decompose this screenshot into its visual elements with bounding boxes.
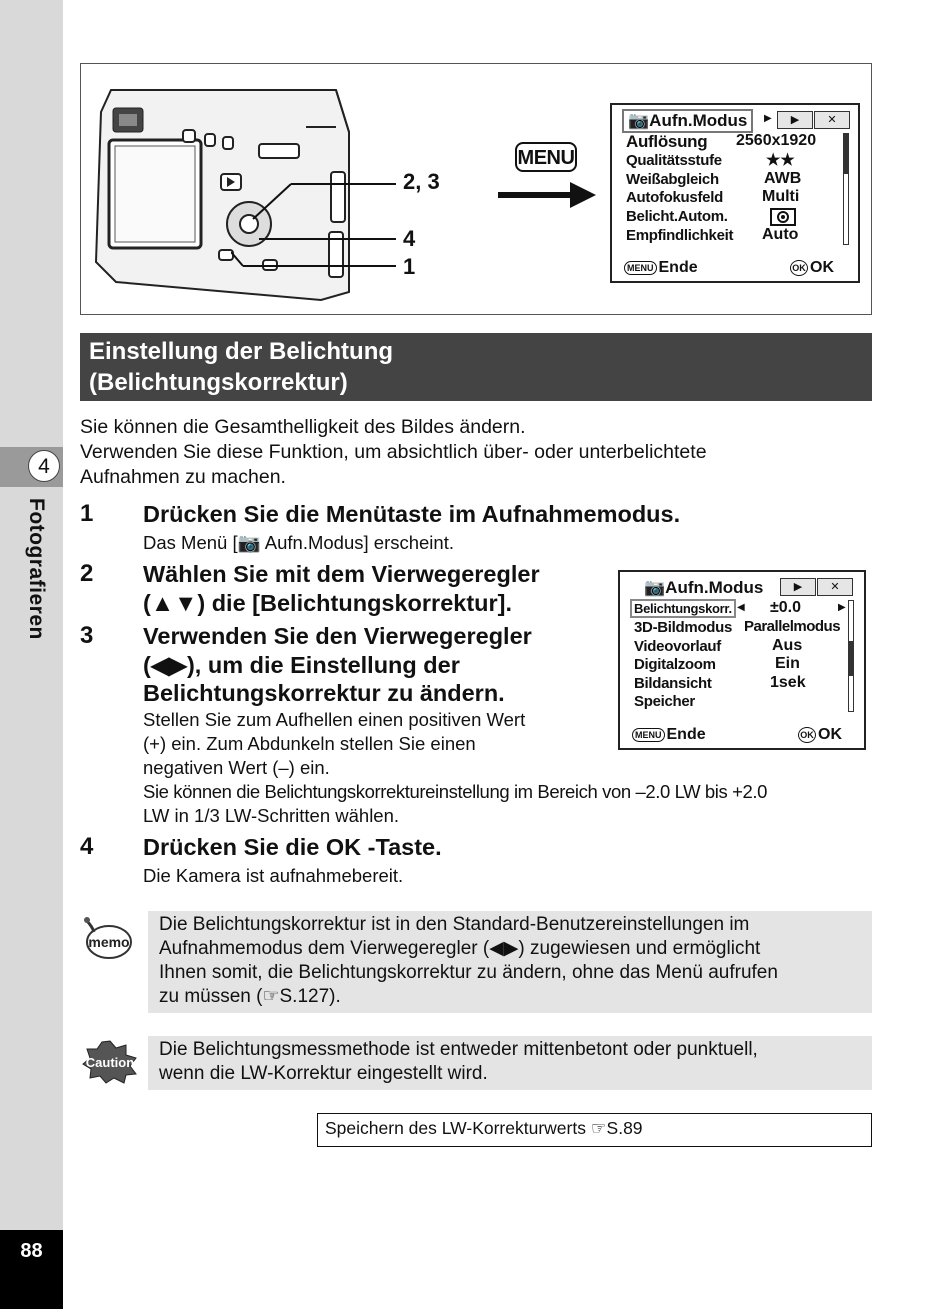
step-body-line: Stellen Sie zum Aufhellen einen positiven Wert xyxy=(143,709,526,730)
menu-scrollbar xyxy=(848,600,854,712)
caution-icon-label: Caution xyxy=(85,1055,135,1070)
menu-tab-record xyxy=(638,576,769,600)
lcd-menu-screen xyxy=(610,103,860,283)
arrow-left-icon: ◀ xyxy=(737,602,745,613)
footer-label: Ende xyxy=(658,259,698,276)
callout-label: 1 xyxy=(403,254,416,279)
menu-row-label: Speicher xyxy=(634,693,695,710)
step-number: 4 xyxy=(80,833,94,860)
intro-line: Sie können die Gesamthelligkeit des Bildes ändern. xyxy=(80,416,526,438)
tab-label: Aufn.Modus xyxy=(649,111,748,130)
step-body-text: Das Menü [ xyxy=(143,532,238,553)
menu-footer-ok xyxy=(798,726,842,744)
menu-key-icon: MENU xyxy=(624,261,657,275)
tab-label: Aufn.Modus xyxy=(665,578,764,597)
memo-line: Die Belichtungskorrektur ist in den Standard-Benutzereinstellungen im xyxy=(159,914,750,935)
memo-line: zu müssen (☞S.127). xyxy=(159,986,341,1007)
section-title xyxy=(89,336,393,398)
step-title xyxy=(143,833,442,862)
step-title-line: Wählen Sie mit dem Vierwegeregler xyxy=(143,561,540,587)
reference-link[interactable]: Speichern des LW-Korrekturwerts ☞S.89 xyxy=(325,1118,643,1138)
menu-row-label-selected: Belichtungskorr. xyxy=(630,599,736,618)
menu-row-label: Digitalzoom xyxy=(634,656,716,673)
step-title-line: Drücken Sie die OK -Taste. xyxy=(143,834,442,860)
memo-line: Ihnen somit, die Belichtungskorrektur zu ändern, ohne das Menü aufrufen xyxy=(159,962,778,983)
intro-line: Aufnahmen zu machen. xyxy=(80,466,286,488)
tab-pointer-icon: ▶ xyxy=(764,113,772,124)
menu-key-icon: MENU xyxy=(632,728,665,742)
playback-tab-icon: ▶ xyxy=(780,578,816,596)
step-title-line: (◀▶), um die Einstellung der xyxy=(143,651,460,678)
menu-row-value: Ein xyxy=(775,655,800,672)
memo-text xyxy=(159,913,778,1009)
step-body-line: Sie können die Belichtungskorrektureinstellung im Bereich von –2.0 LW bis +2.0 xyxy=(143,781,768,802)
menu-row-label: Auflösung xyxy=(626,132,708,151)
menu-row-label: Empfindlichkeit xyxy=(626,227,734,244)
step-title-line: Drücken Sie die Menütaste im Aufnahmemodus. xyxy=(143,501,681,527)
menu-row-label: Autofokusfeld xyxy=(626,189,723,206)
camera-icon: 📷 xyxy=(644,578,666,597)
menu-row-value: Aus xyxy=(772,637,803,654)
menu-row-value: Auto xyxy=(762,226,799,243)
step-title xyxy=(143,500,680,529)
step-body xyxy=(143,531,454,555)
menu-footer-exit xyxy=(632,726,706,744)
section-title-line: Einstellung der Belichtung xyxy=(89,338,394,365)
step-body-line: negativen Wert (–) ein. xyxy=(143,757,330,778)
footer-label: OK xyxy=(818,726,842,743)
menu-row-value: Multi xyxy=(762,188,800,205)
chapter-number: 4 xyxy=(28,450,60,482)
callout-label: 2, 3 xyxy=(403,169,440,194)
menu-footer-exit xyxy=(624,259,698,277)
ok-key-icon: OK xyxy=(790,260,808,276)
menu-row-value: 2560x1920 xyxy=(736,132,817,149)
chapter-sidebar xyxy=(0,0,63,1309)
step-title-line: Belichtungskorrektur zu ändern. xyxy=(143,680,505,706)
menu-row-value: AWB xyxy=(764,170,802,187)
menu-tab-record xyxy=(622,109,753,133)
step-number: 2 xyxy=(80,560,94,587)
arrow-right-icon: ▶ xyxy=(838,602,846,613)
step-title-line: (▲▼) die [Belichtungskorrektur]. xyxy=(143,589,513,616)
step-body-line: Die Kamera ist aufnahmebereit. xyxy=(143,865,404,886)
setup-tab-icon: ✕ xyxy=(817,578,853,596)
ok-key-icon: OK xyxy=(798,727,816,743)
caution-line: Die Belichtungsmessmethode ist entweder mittenbetont oder punktuell, xyxy=(159,1039,758,1060)
menu-button: MENU xyxy=(515,142,577,172)
footer-label: Ende xyxy=(666,726,706,743)
memo-icon-label: memo xyxy=(88,934,130,950)
step-number: 1 xyxy=(80,500,94,527)
menu-row-label: Videovorlauf xyxy=(634,638,721,655)
step-body-line: LW in 1/3 LW-Schritten wählen. xyxy=(143,805,400,826)
lcd-menu-screen xyxy=(618,570,866,750)
menu-row-label: Bildansicht xyxy=(634,675,712,692)
chapter-title: Fotografieren xyxy=(25,498,48,640)
menu-row-label: 3D-Bildmodus xyxy=(634,619,733,636)
step-number: 3 xyxy=(80,622,94,649)
caution-icon xyxy=(82,1040,138,1084)
intro-text xyxy=(80,415,707,490)
menu-footer-ok xyxy=(790,259,834,277)
menu-row-value: Parallelmodus xyxy=(744,618,841,635)
setup-tab-icon: ✕ xyxy=(814,111,850,129)
step-body-line: (+) ein. Zum Abdunkeln stellen Sie einen xyxy=(143,733,476,754)
step-title-line: Verwenden Sie den Vierwegeregler xyxy=(143,623,532,649)
memo-line: Aufnahmemodus dem Vierwegeregler (◀▶) zugewiesen und ermöglicht xyxy=(159,938,761,959)
footer-label: OK xyxy=(810,259,834,276)
menu-row-value: ★★ xyxy=(766,152,795,169)
playback-tab-icon: ▶ xyxy=(777,111,813,129)
camera-icon: 📷 xyxy=(628,111,650,130)
step-body-text: Aufn.Modus] erscheint. xyxy=(264,532,454,553)
section-title-line: (Belichtungskorrektur) xyxy=(89,369,348,396)
menu-row-label: Weißabgleich xyxy=(626,171,719,188)
menu-row-label: Belicht.Autom. xyxy=(626,208,728,225)
arrow-right-icon xyxy=(498,182,596,208)
page-number: 88 xyxy=(20,1240,43,1262)
menu-row-value: ±0.0 xyxy=(770,599,802,616)
memo-icon xyxy=(82,916,132,960)
menu-row-value: 1sek xyxy=(770,674,806,691)
callout-label: 4 xyxy=(403,226,416,251)
metering-icon xyxy=(770,208,796,226)
caution-text xyxy=(159,1038,758,1086)
menu-scrollbar xyxy=(843,133,849,245)
menu-row-label: Qualitätsstufe xyxy=(626,152,722,169)
step-title xyxy=(143,560,540,617)
caution-line: wenn die LW-Korrektur eingestellt wird. xyxy=(159,1063,488,1084)
step-body xyxy=(143,864,403,888)
step-title xyxy=(143,622,532,708)
camera-icon: 📷 xyxy=(237,532,261,553)
intro-line: Verwenden Sie diese Funktion, um absichtlich über- oder unterbelichtete xyxy=(80,441,707,463)
